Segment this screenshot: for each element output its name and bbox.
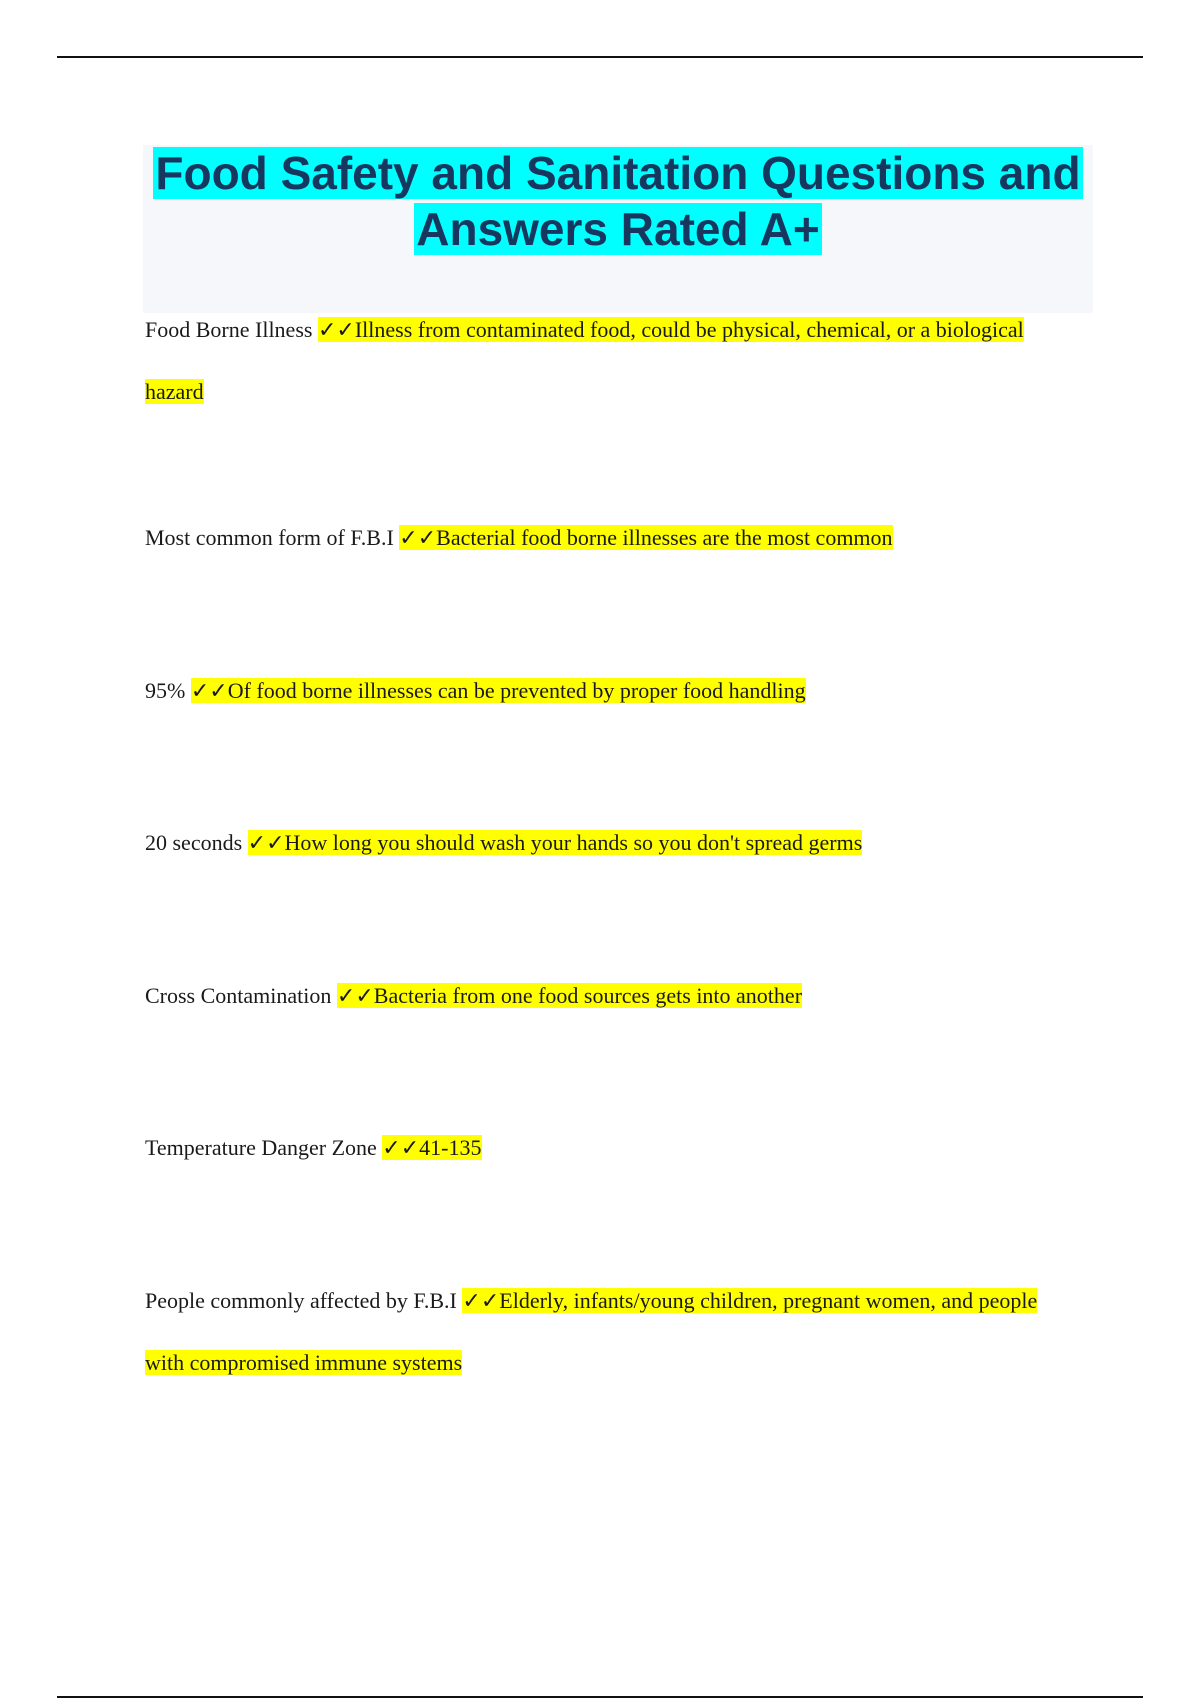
document-title xyxy=(143,145,1093,257)
qa-term: Food Borne Illness xyxy=(145,317,313,342)
double-check-icon: ✓✓ xyxy=(317,318,355,343)
double-check-icon: ✓✓ xyxy=(190,679,228,704)
qa-term: People commonly affected by F.B.I xyxy=(145,1288,457,1313)
qa-answer xyxy=(399,525,892,550)
qa-answer-text: Of food borne illnesses can be prevented by proper food handling xyxy=(227,678,806,703)
qa-item-people-affected xyxy=(145,1270,1075,1393)
qa-answer xyxy=(191,678,806,703)
qa-term: 20 seconds xyxy=(145,830,243,855)
qa-item-most-common-fbi xyxy=(145,507,1075,569)
qa-answer xyxy=(382,1135,481,1160)
qa-answer xyxy=(337,983,802,1008)
qa-answer-text: Illness from contaminated food, could be physical, chemical, or a biological hazard xyxy=(145,317,1024,404)
qa-term: Cross Contamination xyxy=(145,983,332,1008)
qa-answer-text: Elderly, infants/young children, pregnant women, and people with compromised immune systems xyxy=(145,1288,1038,1375)
qa-term: Temperature Danger Zone xyxy=(145,1135,377,1160)
qa-answer-text: How long you should wash your hands so you don't spread germs xyxy=(284,830,863,855)
footer-rule xyxy=(57,1696,1143,1698)
qa-answer-text: 41-135 xyxy=(419,1135,482,1160)
document-title-text: Food Safety and Sanitation Questions and Answers Rated A+ xyxy=(155,147,1081,255)
qa-item-cross-contamination xyxy=(145,965,1075,1027)
qa-answer-text: Bacterial food borne illnesses are the most common xyxy=(436,525,893,550)
double-check-icon: ✓✓ xyxy=(399,526,437,551)
double-check-icon: ✓✓ xyxy=(462,1289,500,1314)
qa-answer xyxy=(248,830,863,855)
qa-term: 95% xyxy=(145,678,186,703)
header-rule xyxy=(57,56,1143,58)
qa-answer-text: Bacteria from one food sources gets into another xyxy=(373,983,803,1008)
qa-item-temperature-danger-zone xyxy=(145,1117,1075,1179)
qa-item-20-seconds xyxy=(145,812,1075,874)
double-check-icon: ✓✓ xyxy=(336,984,374,1009)
double-check-icon: ✓✓ xyxy=(382,1136,420,1161)
qa-term: Most common form of F.B.I xyxy=(145,525,394,550)
qa-item-food-borne-illness xyxy=(145,299,1075,422)
qa-item-95-percent xyxy=(145,660,1075,722)
double-check-icon: ✓✓ xyxy=(247,831,285,856)
